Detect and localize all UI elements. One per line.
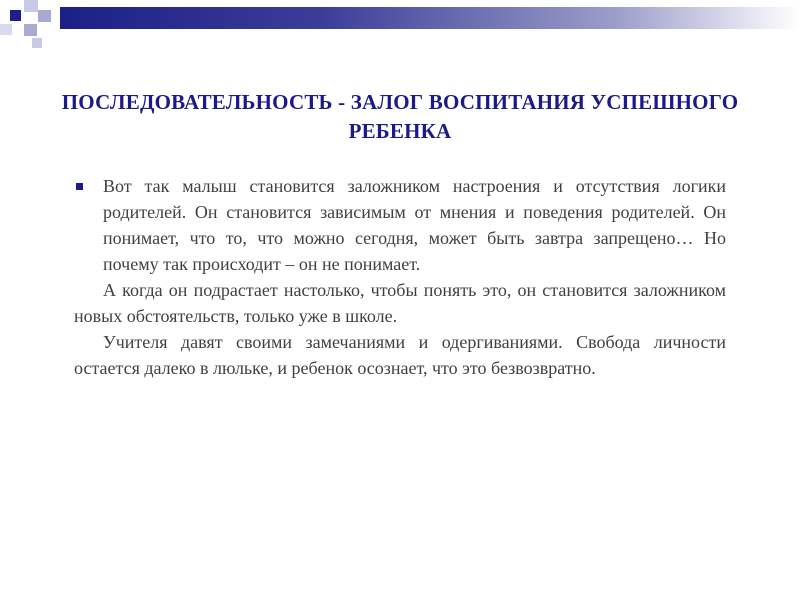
decor-square bbox=[0, 24, 12, 35]
decor-square bbox=[38, 10, 51, 22]
decor-square bbox=[24, 0, 38, 12]
decor-square bbox=[10, 10, 21, 21]
square-bullet-icon bbox=[76, 183, 83, 190]
paragraph-1: А когда он подрастает настолько, чтобы понять это, он становится заложником новых обстоятельств, только уже в школе. bbox=[74, 280, 726, 326]
slide-body bbox=[74, 173, 726, 381]
paragraph-2: Учителя давят своими замечаниями и одергиваниями. Свобода личности остается далеко в люльке, и ребенок осознает, что это безвозвратно. bbox=[74, 332, 726, 378]
slide-title: ПОСЛЕДОВАТЕЛЬНОСТЬ - ЗАЛОГ ВОСПИТАНИЯ УСПЕШНОГО РЕБЕНКА bbox=[61, 90, 739, 143]
bullet-item bbox=[74, 173, 726, 277]
header-gradient-bar bbox=[60, 7, 800, 29]
decor-square bbox=[24, 24, 37, 36]
decor-square bbox=[32, 38, 42, 48]
bullet-text: Вот так малыш становится заложником настроения и отсутствия логики родителей. Он становится зависимым от мнения и поведения родителей. Он понимает, что то, что можно сегодня, может быть завтра запрещено… Но почему так происходит – он не понимает. bbox=[103, 176, 726, 274]
